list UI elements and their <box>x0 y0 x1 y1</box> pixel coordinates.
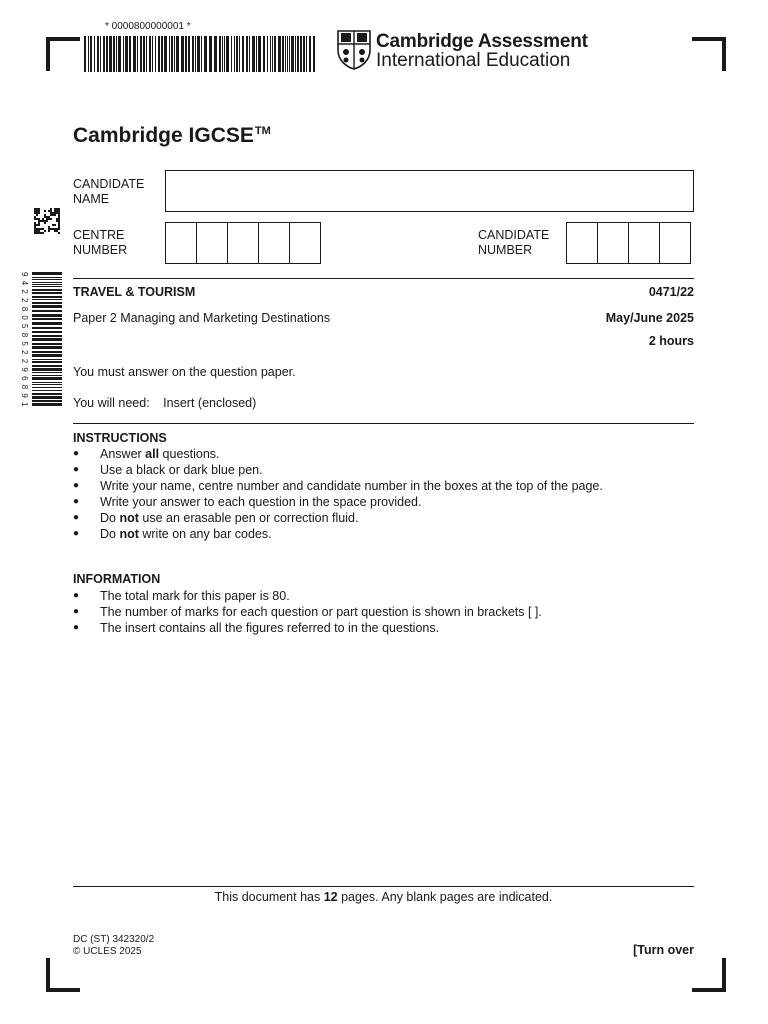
shield-crest-icon <box>337 30 371 75</box>
brand-subname: International Education <box>376 50 571 71</box>
list-item: ● The insert contains all the figures referred to in the questions. <box>73 620 693 636</box>
answer-note: You must answer on the question paper. <box>73 365 296 379</box>
side-barcode-digits-wrap <box>19 272 31 408</box>
footer-rule <box>73 886 694 887</box>
centre-number-digit-box[interactable] <box>289 222 321 264</box>
trademark-mark: TM <box>254 125 271 137</box>
instructions-heading: INSTRUCTIONS <box>73 431 167 445</box>
list-item: ● Do not use an erasable pen or correction fluid. <box>73 510 693 526</box>
copyright: © UCLES 2025 <box>73 946 142 957</box>
candidate-number-digit-box[interactable] <box>659 222 691 264</box>
candidate-name-box[interactable] <box>165 170 694 212</box>
top-barcode <box>84 36 316 77</box>
candidate-number-boxes[interactable] <box>567 222 691 264</box>
crop-mark-bottom-right <box>692 958 726 992</box>
qualification-title <box>73 124 271 148</box>
crop-mark-top-left <box>46 37 80 71</box>
centre-number-boxes[interactable] <box>166 222 321 264</box>
candidate-number-digit-box[interactable] <box>597 222 629 264</box>
subject-code: 0471/22 <box>648 285 694 299</box>
list-item: ● Do not write on any bar codes. <box>73 526 693 542</box>
section-rule <box>73 423 694 424</box>
crop-mark-top-right <box>692 37 726 71</box>
list-item: ● Write your name, centre number and candidate number in the boxes at the top of the page. <box>73 478 693 494</box>
instructions-list <box>73 446 693 542</box>
you-will-need-item: Insert (enclosed) <box>163 396 257 410</box>
side-barcode <box>32 272 62 413</box>
exam-session: May/June 2025 <box>605 311 694 325</box>
list-item: ● Answer all questions. <box>73 446 693 462</box>
qualification-name: Cambridge IGCSE <box>73 124 254 147</box>
page-count-note: This document has 12 pages. Any blank pages are indicated. <box>214 890 553 904</box>
subject-title: TRAVEL & TOURISM <box>73 285 196 299</box>
centre-number-label: CENTRE NUMBER <box>73 228 128 257</box>
crop-mark-bottom-left <box>46 958 80 992</box>
centre-number-digit-box[interactable] <box>196 222 228 264</box>
document-code: DC (ST) 342320/2 <box>73 934 155 945</box>
qr-code <box>34 208 60 239</box>
information-heading: INFORMATION <box>73 572 161 586</box>
paper-title: Paper 2 Managing and Marketing Destinations <box>73 311 331 325</box>
list-item: ● Use a black or dark blue pen. <box>73 462 693 478</box>
exam-duration: 2 hours <box>648 334 694 348</box>
you-will-need <box>73 396 256 410</box>
centre-number-digit-box[interactable] <box>165 222 197 264</box>
candidate-number-label: CANDIDATE NUMBER <box>478 228 550 257</box>
header-rule <box>73 278 694 279</box>
information-list <box>73 588 693 636</box>
turn-over: [Turn over <box>633 943 694 957</box>
brand-name: Cambridge Assessment <box>376 31 588 52</box>
centre-number-digit-box[interactable] <box>227 222 259 264</box>
candidate-number-digit-box[interactable] <box>628 222 660 264</box>
barcode-number: * 0000800000001 * <box>105 21 191 32</box>
list-item: ● The total mark for this paper is 80. <box>73 588 693 604</box>
list-item: ● Write your answer to each question in the space provided. <box>73 494 693 510</box>
candidate-number-digit-box[interactable] <box>566 222 598 264</box>
you-will-need-label: You will need: <box>73 396 150 410</box>
centre-number-digit-box[interactable] <box>258 222 290 264</box>
list-item: ● The number of marks for each question or part question is shown in brackets [ ]. <box>73 604 693 620</box>
candidate-name-label: CANDIDATE NAME <box>73 177 145 206</box>
side-barcode-digits: 9 4 2 2 8 0 5 8 5 2 2 9 6 8 9 1 <box>20 272 29 408</box>
